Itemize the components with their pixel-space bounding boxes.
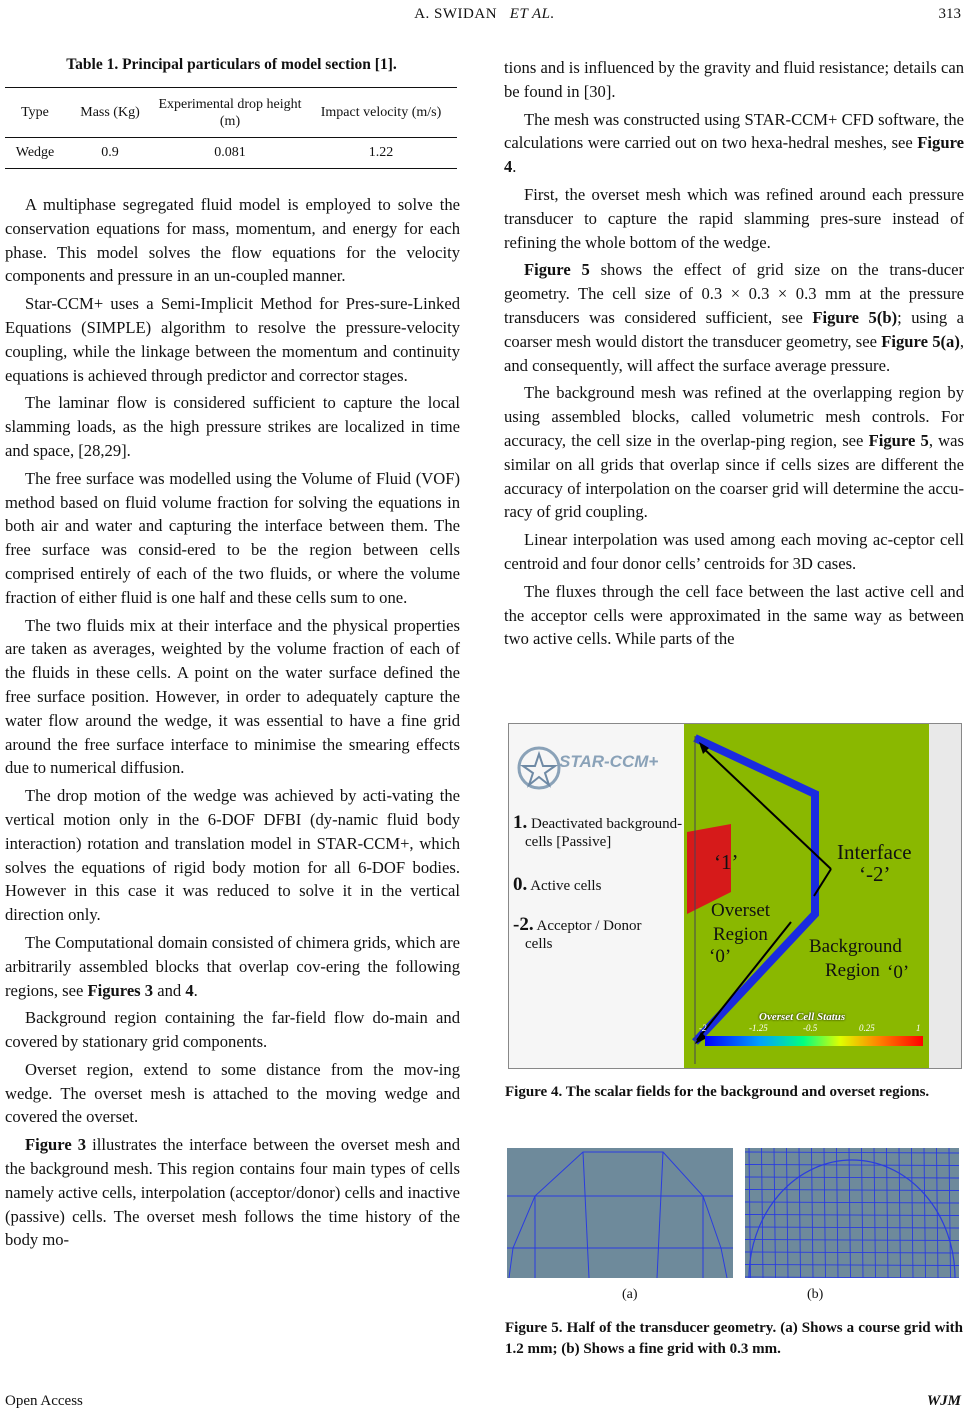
table-cell: 0.081 (214, 145, 246, 160)
legend-item-acceptor: -2. Acceptor / Donor (513, 914, 642, 935)
figure-5b-fine-grid (745, 1148, 959, 1278)
table-caption: Table 1. Principal particulars of model section [1]. (66, 56, 397, 73)
overset-label: Overset (711, 900, 771, 921)
grid-line-vertical (837, 1148, 839, 1278)
grid-line-vertical (762, 1148, 764, 1278)
paragraph: Figure 3 illustrates the interface between the overset mesh and the background mesh. This region contains four main types of cells namely active cells, interpolation (acceptor/donor) cells and inactive (passive) cells. The overset mesh follows the time history of the body mo- (5, 1135, 460, 1250)
figure-reference[interactable]: Figure 3 (25, 1135, 87, 1155)
grid-line-horizontal (745, 1215, 959, 1216)
grid-line-vertical (799, 1148, 801, 1278)
paragraph: The background mesh was refined at the overlapping region by using assembled blocks, called volumetric mesh controls. For accuracy, the cell size in the overlap-ping region, see Figure 5, was similar on all grids that overlap since if cells sizes are different the accuracy of interpolation on the coarser grid will determine the accu-racy of grid coupling. (504, 383, 964, 522)
grid-line-horizontal (745, 1202, 959, 1203)
paragraph: First, the overset mesh which was refined around each pressure transducer to capture the rapid slamming pres-sure instead of refining the whole bottom of the wedge. (504, 184, 964, 252)
footer-open-access: Open Access (5, 1393, 83, 1409)
overset-value: ‘0’ (709, 946, 732, 967)
paragraph: A multiphase segregated fluid model is employed to solve the conservation equations for mass, momentum, and energy for each phase. This model solves the flow equations for the velocity components and pressure in an un-coupled manner. (5, 195, 460, 286)
col-header: Experimental drop height (m) (158, 96, 302, 129)
paragraph: The drop motion of the wedge was achieved by acti-vating the vertical motion only in the 6-DOF DFBI (dy-namic fluid body interaction) rotation and translation model in STAR-CCM+, which solves the equations of rigid body motion for all 6-DOF bodies. However in this case it was reduced to solve it in the vertical direction only. (5, 786, 460, 925)
left-column (5, 193, 460, 1256)
grid-line-horizontal (745, 1190, 959, 1191)
figure-5-caption: Figure 5. Half of the transducer geometry. (a) Shows a course grid with 1.2 mm; (b) Shows a fine grid with 0.3 mm. (505, 1320, 963, 1357)
right-column (504, 56, 964, 655)
figure-5a-coarse-grid (507, 1148, 733, 1278)
grid-line-vertical (899, 1148, 901, 1278)
grid-line-vertical (862, 1148, 864, 1278)
col-header: Mass (Kg) (80, 104, 140, 120)
header-et-al: ET AL. (509, 6, 555, 22)
grid-line-horizontal (745, 1177, 959, 1178)
running-header (0, 0, 969, 26)
figure-reference[interactable]: Figure 5 (868, 430, 929, 450)
table-1 (5, 87, 457, 169)
paragraph: The free surface was modelled using the Volume of Fluid (VOF) method based on fluid volume fraction for solving the equations in both air and water and capturing the interface between them. The free surface was consid-ered to be the region between cells comprised entirely of each of the two fluids, or where the volume fraction of either fluid is one half and these cells sum to one. (5, 468, 460, 607)
figure-4-caption: Figure 4. The scalar fields for the background and overset regions. (505, 1084, 930, 1100)
coarse-grid-graphic (507, 1148, 733, 1278)
table-cell: 1.22 (368, 145, 394, 160)
legend-item-active: 0. Active cells (513, 874, 602, 895)
figure-reference[interactable]: Figures 3 (87, 980, 154, 1000)
colorbar-title: Overset Cell Status (759, 1011, 846, 1023)
paragraph: Overset region, extend to some distance from the mov-ing wedge. The overset mesh is attached to the moving wedge and covered the overset. (5, 1059, 460, 1127)
figure-4-graphic (509, 724, 961, 1068)
grid-line-vertical (787, 1148, 789, 1278)
table-cell: 0.9 (101, 145, 119, 160)
header-author: A. SWIDAN ET AL. (414, 6, 555, 22)
logo-text: STAR-CCM+ (559, 752, 659, 771)
legend-item-passive-2: cells [Passive] (525, 834, 612, 850)
paragraph: Figure 5 shows the effect of grid size on the trans-ducer geometry. The cell size of 0.3 × 0.3 × 0.3 mm at the pressure transducers was considered sufficient, see Figure 5(b); using a coarser mesh would distort the transducer geometry, see Figure 5(a), and consequently, will affect the surface average pressure. (504, 260, 965, 375)
colorbar-tick: -1.25 (749, 1023, 768, 1033)
figure-5b-label: (b) (807, 1287, 824, 1302)
page-number: 313 (938, 6, 961, 22)
col-header: Impact velocity (m/s) (320, 104, 442, 120)
region-1-label: ‘1’ (714, 850, 739, 874)
figure-5a-label: (a) (622, 1287, 638, 1302)
grid-line-vertical (812, 1148, 814, 1278)
figure-reference[interactable]: Figure 5 (524, 260, 590, 280)
paragraph: The two fluids mix at their interface and the physical properties are taken as averages, weighted by the volume fraction of each of the fluids in these cells. A point on the water surface defined the free surface position. However, in order to adequately capture the water flow around the wedge, it was essential to have a fine grid around the free surface interface to minimise the smearing effects due to numerical diffusion. (5, 615, 460, 778)
grid-line-vertical (924, 1148, 926, 1278)
legend-item-passive: 1. Deactivated background- (513, 812, 683, 833)
grid-line-horizontal (745, 1240, 959, 1241)
grid-line-horizontal (745, 1252, 959, 1253)
interface-label: Interface (837, 840, 912, 864)
fine-grid-graphic (745, 1148, 959, 1278)
background-region-label: Region (825, 960, 880, 981)
figure-reference[interactable]: Figure 4 (504, 133, 964, 177)
colorbar-tick: -2 (699, 1023, 707, 1033)
passive-region-white (509, 724, 687, 1068)
grid-line-horizontal (745, 1277, 959, 1278)
table-row (5, 138, 457, 169)
colorbar-tick: 1 (916, 1023, 921, 1033)
grid-line-horizontal (745, 1227, 959, 1228)
background-value: ‘0’ (887, 962, 910, 983)
grid-line-vertical (849, 1148, 851, 1278)
grid-line-vertical (949, 1148, 951, 1278)
overset-region-label: Region (713, 924, 768, 945)
paragraph: The mesh was constructed using STAR-CCM+ CFD software, the calculations were carried out on two hexa-hedral meshes, see Figure 4. (504, 109, 964, 177)
table-cell: Wedge (15, 145, 55, 160)
grid-line-horizontal (745, 1152, 959, 1153)
grid-line-vertical (824, 1148, 826, 1278)
paragraph: The Computational domain consisted of chimera grids, which are arbitrarily assembled blocks that overlap cov-ering the following regions, see Figures 3 and 4. (5, 932, 460, 1000)
colorbar-tick: -0.5 (803, 1023, 818, 1033)
paragraph: Star-CCM+ uses a Semi-Implicit Method for Pres-sure-Linked Equations (SIMPLE) algorithm to resolve the pressure-velocity coupling, while the linkage between the momentum and continuity equations is achieved through predictor and corrector stages. (5, 294, 460, 385)
grid-line-vertical (912, 1148, 914, 1278)
figure-4-image (508, 723, 962, 1069)
colorbar-tick: 0.25 (859, 1023, 875, 1033)
grid-line-vertical (749, 1148, 751, 1278)
grid-line-horizontal (745, 1165, 959, 1166)
colorbar (705, 1036, 923, 1046)
paragraph: tions and is influenced by the gravity and fluid resistance; details can be found in [30]. (504, 58, 964, 101)
background-label: Background (809, 936, 902, 957)
figure-reference[interactable]: Figure 5(a) (881, 331, 960, 351)
interface-value: ‘-2’ (859, 862, 891, 886)
grid-line-vertical (874, 1148, 876, 1278)
grid-line-vertical (774, 1148, 776, 1278)
table-header-row (5, 88, 457, 138)
paragraph: The fluxes through the cell face between the last active cell and the acceptor cells were approximated in the same way as between two active cells. While parts of the (504, 581, 964, 649)
legend-item-acceptor-2: cells (525, 936, 553, 952)
figure-reference[interactable]: Figure 5(b) (812, 307, 898, 327)
paragraph: Linear interpolation was used among each moving ac-ceptor cell centroid and four donor cells’ centroids for 3D cases. (504, 530, 964, 573)
right-margin (929, 724, 961, 1068)
figure-reference[interactable]: 4 (185, 980, 194, 1000)
paragraph: The laminar flow is considered sufficient to capture the local slamming loads, as the high pressure strikes are localized in time and space, [28,29]. (5, 393, 460, 460)
grid-line-horizontal (745, 1265, 959, 1266)
col-header: Type (21, 104, 49, 120)
paragraph: Background region containing the far-field flow do-main and covered by stationary grid components. (5, 1008, 460, 1052)
footer-journal: WJM (926, 1393, 961, 1409)
